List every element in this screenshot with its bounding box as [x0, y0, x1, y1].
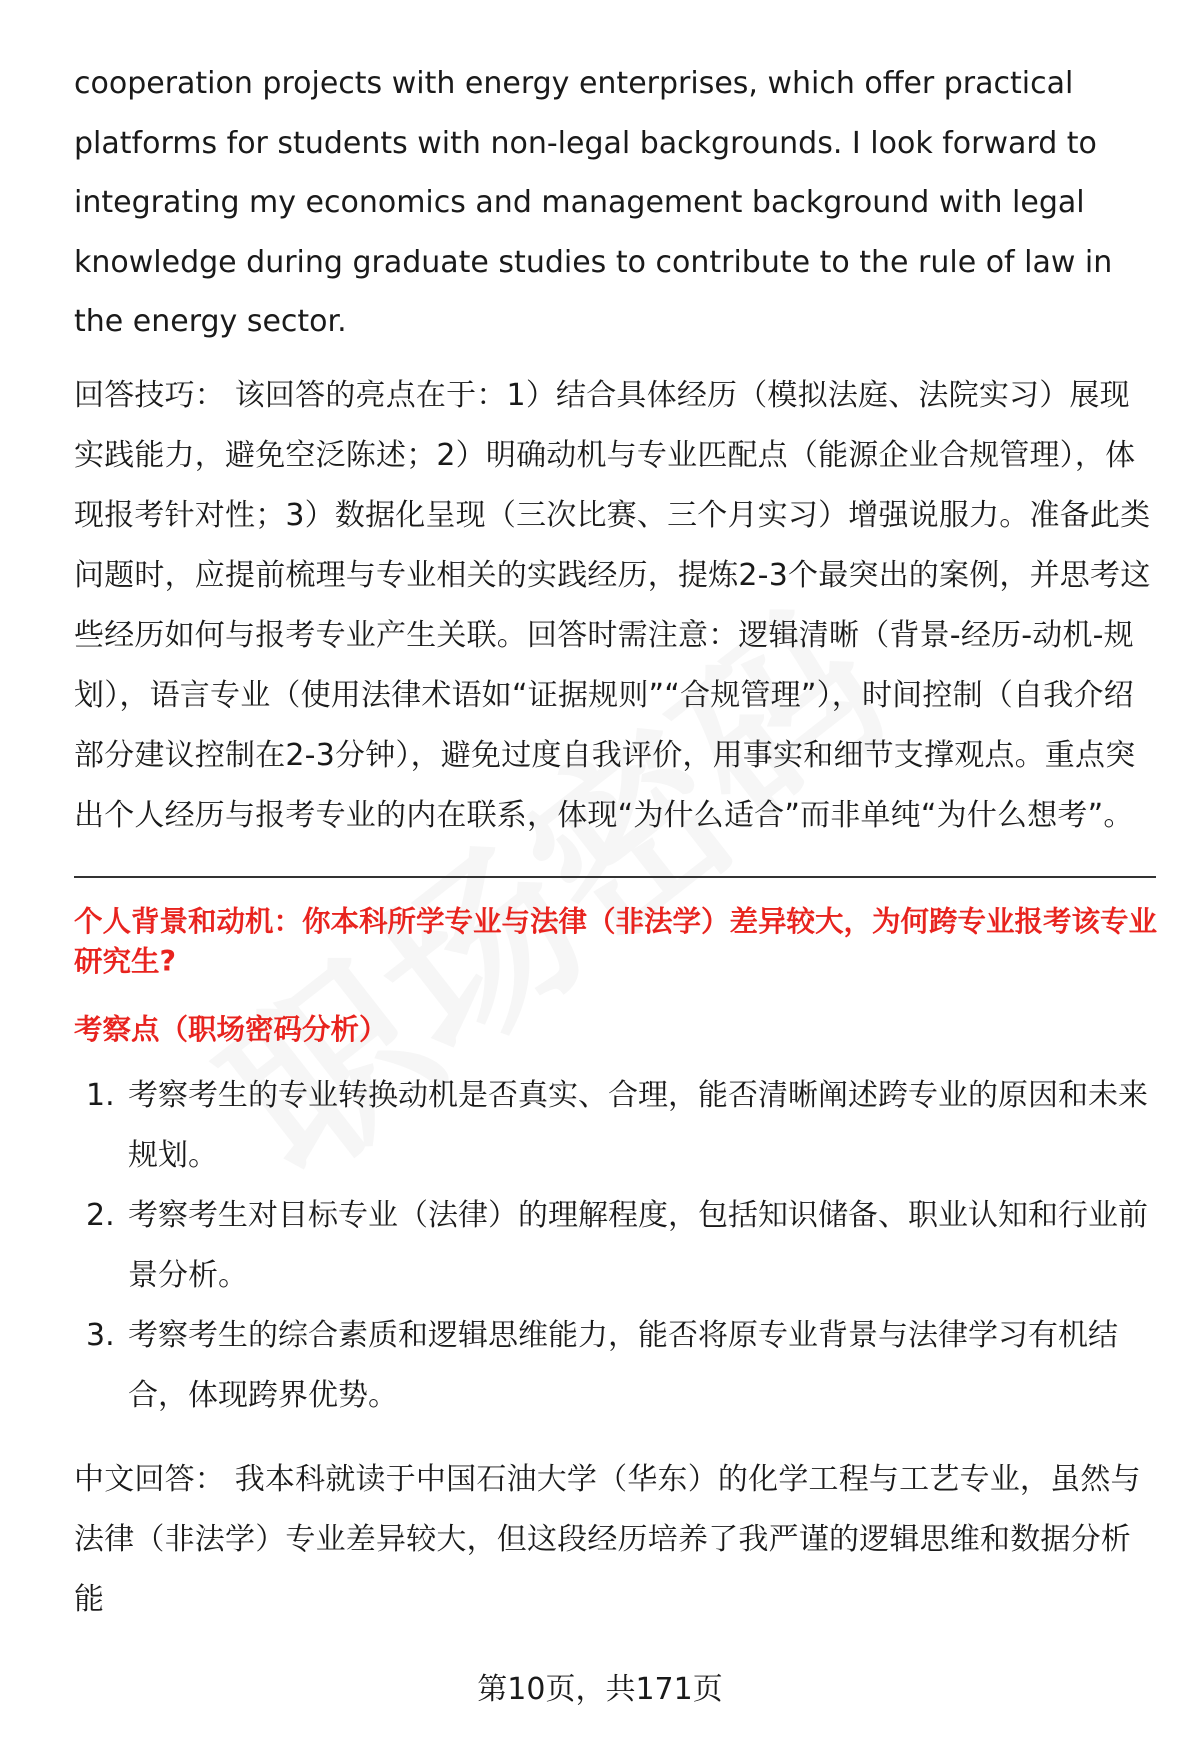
- chinese-answer-paragraph: [74, 1450, 1159, 1630]
- list-item-text: 考察考生对目标专业（法律）的理解程度，包括知识储备、职业认知和行业前景分析。: [128, 1197, 1148, 1293]
- chinese-answer-label: 中文回答：: [74, 1461, 225, 1497]
- list-item-number: 2.: [86, 1197, 115, 1233]
- analysis-title: 考察点（职场密码分析）: [74, 1012, 388, 1046]
- list-item: [74, 1186, 1159, 1306]
- intro-english-paragraph: cooperation projects with energy enterprises, which offer practical platforms for students with non-legal backgrounds. I look forward to integrating my economics and management background with legal knowledge during graduate studies to contribute to the rule of law in the energy sector.: [74, 66, 1113, 339]
- answer-tips-paragraph: [74, 366, 1159, 846]
- question-title: 个人背景和动机：你本科所学专业与法律（非法学）差异较大，为何跨专业报考该专业研究生?: [74, 904, 1158, 978]
- list-item: [74, 1306, 1159, 1426]
- list-item-text: 考察考生的综合素质和逻辑思维能力，能否将原专业背景与法律学习有机结合，体现跨界优势。: [128, 1317, 1118, 1413]
- answer-tips-label: 回答技巧：: [74, 377, 225, 413]
- chinese-answer-text: 我本科就读于中国石油大学（华东）的化学工程与工艺专业，虽然与法律（非法学）专业差异较大，但这段经历培养了我严谨的逻辑思维和数据分析能: [74, 1461, 1141, 1617]
- document-page: [74, 54, 1159, 1630]
- list-item-text: 考察考生的专业转换动机是否真实、合理，能否清晰阐述跨专业的原因和未来规划。: [128, 1077, 1148, 1173]
- analysis-points-list: [74, 1066, 1159, 1426]
- list-item-number: 1.: [86, 1077, 115, 1113]
- section-divider: [74, 876, 1156, 878]
- list-item-number: 3.: [86, 1317, 115, 1353]
- answer-tips-text: 该回答的亮点在于：1）结合具体经历（模拟法庭、法院实习）展现实践能力，避免空泛陈述；2）明确动机与专业匹配点（能源企业合规管理），体现报考针对性；3）数据化呈现（三次比赛、三个月实习）增强说服力。准备此类问题时，应提前梳理与专业相关的实践经历，提炼2-3个最突出的案例，并思考这些经历如何与报考专业产生关联。回答时需注意：逻辑清晰（背景-经历-动机-规划），语言专业（使用法律术语如“证据规则”“合规管理”），时间控制（自我介绍部分建议控制在2-3分钟），避免过度自我评价，用事实和细节支撑观点。重点突出个人经历与报考专业的内在联系，体现“为什么适合”而非单纯“为什么想考”。: [74, 377, 1151, 833]
- page-footer: 第10页，共171页: [477, 1672, 723, 1707]
- list-item: [74, 1066, 1159, 1186]
